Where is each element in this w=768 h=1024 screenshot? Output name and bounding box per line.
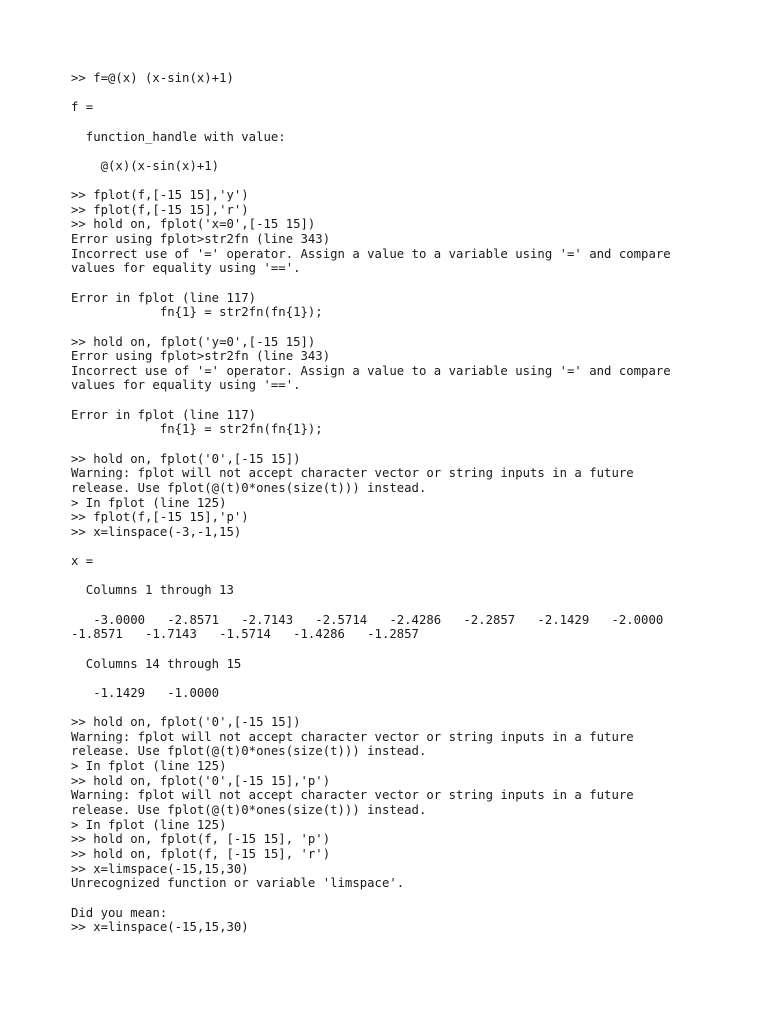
console-line [71, 437, 751, 452]
console-line: Columns 14 through 15 [71, 656, 242, 671]
console-line [71, 891, 751, 906]
console-line: >> fplot(f,[-15 15],'r') [71, 202, 249, 217]
console-line: -1.8571 -1.7143 -1.5714 -1.4286 -1.2857 [71, 627, 419, 642]
console-line: x = [71, 554, 94, 569]
command-window-output [71, 71, 751, 935]
console-line: Error using fplot>str2fn (line 343) [71, 232, 331, 247]
console-line [71, 276, 751, 291]
console-line: f = [71, 100, 94, 115]
console-line [71, 598, 751, 613]
console-line: >> hold on, fplot('0',[-15 15]) [71, 451, 301, 466]
console-line [71, 86, 751, 101]
console-line: > In fplot (line 125) [71, 817, 227, 832]
console-line [71, 540, 751, 555]
console-line [71, 173, 751, 188]
console-line: >> x=linspace(-3,-1,15) [71, 524, 242, 539]
console-line: values for equality using '=='. [71, 261, 301, 276]
console-line: fn{1} = str2fn(fn{1}); [71, 305, 323, 320]
console-line [71, 144, 751, 159]
console-line: release. Use fplot(@(t)0*ones(size(t))) instead. [71, 480, 427, 495]
console-line [71, 320, 751, 335]
console-line [71, 642, 751, 657]
console-line: >> hold on, fplot('0',[-15 15]) [71, 715, 301, 730]
console-line: @(x)(x-sin(x)+1) [71, 158, 220, 173]
console-line [71, 393, 751, 408]
console-line: Columns 1 through 13 [71, 583, 234, 598]
console-line [71, 671, 751, 686]
console-line [71, 569, 751, 584]
console-line: > In fplot (line 125) [71, 759, 227, 774]
console-line: Error in fplot (line 117) [71, 407, 257, 422]
console-line: >> hold on, fplot('0',[-15 15],'p') [71, 773, 331, 788]
console-line: >> f=@(x) (x-sin(x)+1) [71, 71, 234, 85]
console-line: Warning: fplot will not accept character vector or string inputs in a future [71, 466, 634, 481]
console-line: fn{1} = str2fn(fn{1}); [71, 422, 323, 437]
console-line: release. Use fplot(@(t)0*ones(size(t))) instead. [71, 803, 427, 818]
console-line: Incorrect use of '=' operator. Assign a value to a variable using '=' and compare [71, 363, 671, 378]
console-line [71, 701, 751, 716]
console-line: release. Use fplot(@(t)0*ones(size(t))) instead. [71, 744, 427, 759]
console-line: function_handle with value: [71, 129, 286, 144]
console-line: >> x=limspace(-15,15,30) [71, 861, 249, 876]
console-line: >> hold on, fplot('x=0',[-15 15]) [71, 217, 316, 232]
console-line: > In fplot (line 125) [71, 495, 227, 510]
console-line: >> hold on, fplot(f, [-15 15], 'p') [71, 832, 331, 847]
console-line: Warning: fplot will not accept character vector or string inputs in a future [71, 788, 634, 803]
console-line: >> fplot(f,[-15 15],'p') [71, 510, 249, 525]
console-line: >> hold on, fplot('y=0',[-15 15]) [71, 334, 316, 349]
console-line: values for equality using '=='. [71, 378, 301, 393]
console-line: Error using fplot>str2fn (line 343) [71, 349, 331, 364]
console-line: >> hold on, fplot(f, [-15 15], 'r') [71, 846, 331, 861]
console-line [71, 115, 751, 130]
console-line: Incorrect use of '=' operator. Assign a value to a variable using '=' and compare [71, 246, 671, 261]
console-line: Unrecognized function or variable 'limspace'. [71, 876, 405, 891]
console-line: Error in fplot (line 117) [71, 290, 257, 305]
console-line: >> x=linspace(-15,15,30) [71, 920, 249, 935]
console-line: Did you mean: [71, 905, 168, 920]
console-line: -3.0000 -2.8571 -2.7143 -2.5714 -2.4286 -2.2857 -2.1429 -2.0000 [71, 612, 664, 627]
console-line: >> fplot(f,[-15 15],'y') [71, 188, 249, 203]
console-line: -1.1429 -1.0000 [71, 685, 220, 700]
console-line: Warning: fplot will not accept character vector or string inputs in a future [71, 729, 634, 744]
